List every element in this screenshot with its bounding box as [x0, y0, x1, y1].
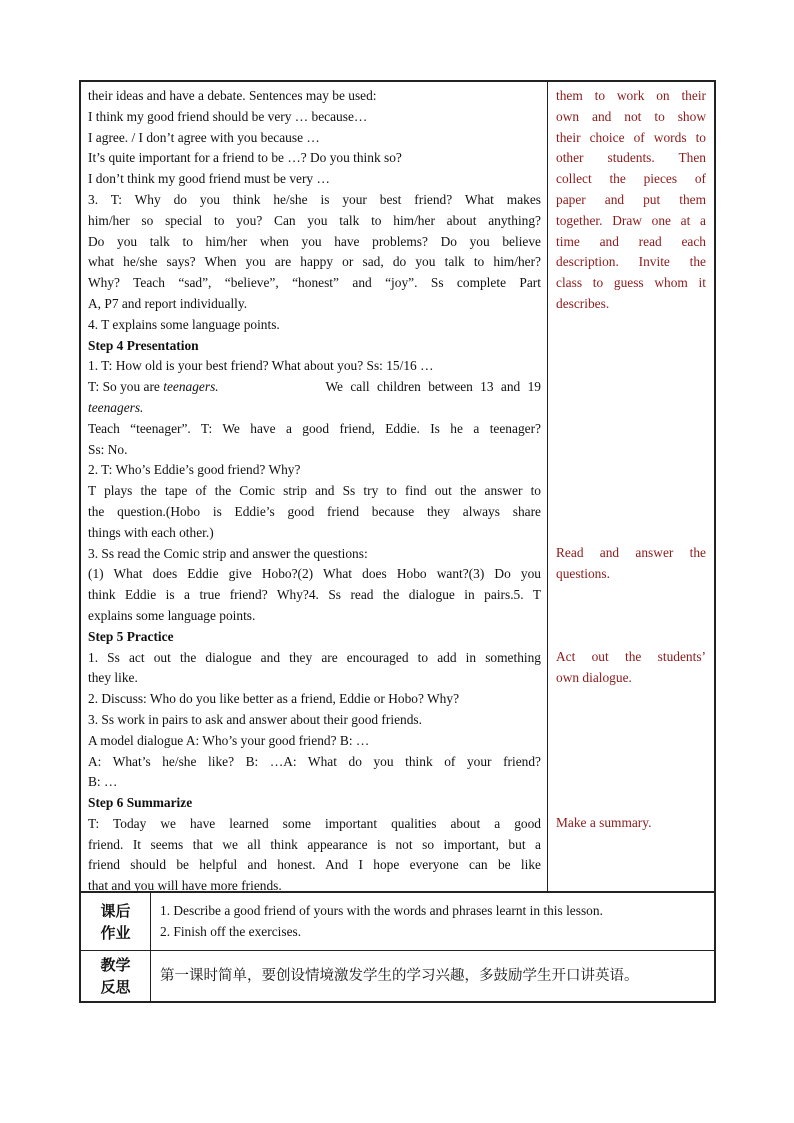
- note-line: their choice of words to: [556, 129, 706, 145]
- text-line: him/her so special to you? Can you talk to him/her about anything?: [88, 212, 541, 228]
- note-line: together. Draw one at a: [556, 212, 706, 228]
- text-line: T plays the tape of the Comic strip and Ss try to find out the answer to: [88, 483, 541, 499]
- text-line: think Eddie is a true friend? Why?4. Ss read the dialogue in pairs.5. T: [88, 587, 541, 603]
- reflection-content: [160, 951, 708, 1001]
- text-line: T: Today we have learned some important qualities about a good: [88, 815, 541, 831]
- text-line: I think my good friend should be very … because…: [88, 108, 368, 124]
- label-line: 作业: [100, 923, 131, 942]
- lesson-steps-table: [79, 80, 716, 893]
- note-line: them to work on their: [556, 88, 706, 103]
- text-line: 3. T: Why do you think he/she is your best friend? What makes: [88, 191, 541, 207]
- text-line: Ss: No.: [88, 441, 128, 457]
- note-line: time and read each: [556, 233, 706, 249]
- label-line: 反思: [100, 978, 131, 996]
- text-line: Why? Teach “sad”, “believe”, “honest” and “joy”. Ss complete Part: [88, 275, 541, 291]
- homework-line: 2. Finish off the exercises.: [160, 923, 302, 939]
- text-line: the question.(Hobo is Eddie’s good friend because they always share: [88, 503, 541, 519]
- text-line: I don’t think my good friend must be very …: [88, 171, 330, 187]
- note-line: description. Invite the: [556, 254, 706, 270]
- step-heading: Step 5 Practice: [88, 628, 174, 644]
- note-block: [556, 543, 706, 585]
- text-line: It’s quite important for a friend to be …? Do you think so?: [88, 150, 402, 166]
- homework-content: [160, 901, 708, 958]
- label-line: 教学: [100, 956, 131, 974]
- text-line: explains some language points.: [88, 607, 256, 623]
- italic-term: teenagers.: [163, 379, 219, 395]
- homework-label: [81, 893, 151, 950]
- text-line: [88, 377, 541, 398]
- note-block: [556, 647, 706, 689]
- note-line: class to guess whom it: [556, 275, 706, 291]
- note-line: collect the pieces of: [556, 171, 706, 187]
- step-heading: Step 4 Presentation: [88, 337, 199, 353]
- text-line: that and you will have more friends.: [88, 878, 282, 894]
- step-heading: Step 6 Summarize: [88, 795, 193, 811]
- text-line: 3. Ss work in pairs to ask and answer about their good friends.: [88, 711, 422, 727]
- homework-row: [79, 893, 716, 951]
- note-block: [556, 813, 706, 834]
- text-line: A, P7 and report individually.: [88, 295, 248, 311]
- note-line: paper and put them: [556, 191, 706, 207]
- reflection-text: 第一课时简单，要创设情境激发学生的学习兴趣，多鼓励学生开口讲英语。: [160, 968, 639, 984]
- note-block: [556, 86, 706, 315]
- purpose-column: [548, 82, 714, 891]
- text-fragment: T: So you are: [88, 379, 160, 395]
- reflection-label: [81, 951, 151, 1001]
- note-line: describes.: [556, 295, 610, 311]
- note-line: own and not to show: [556, 108, 706, 124]
- text-fragment: We call children between 13 and 19: [325, 379, 541, 395]
- note-line: Act out the students’: [556, 649, 706, 664]
- text-line: their ideas and have a debate. Sentences may be used:: [88, 88, 377, 103]
- text-line: Teach “teenager”. T: We have a good friend, Eddie. Is he a teenager?: [88, 420, 541, 436]
- text-line: 4. T explains some language points.: [88, 316, 280, 332]
- note-line: Make a summary.: [556, 815, 652, 830]
- text-line: 2. Discuss: Who do you like better as a friend, Eddie or Hobo? Why?: [88, 691, 460, 707]
- label-line: 课后: [100, 901, 131, 920]
- text-line: things with each other.): [88, 524, 214, 540]
- reflection-row: [79, 951, 716, 1003]
- text-line: Do you talk to him/her when you have problems? Do you believe: [88, 233, 541, 249]
- text-line: B: …: [88, 774, 118, 790]
- text-line: (1) What does Eddie give Hobo?(2) What does Hobo want?(3) Do you: [88, 566, 541, 582]
- text-line: 1. Ss act out the dialogue and they are encouraged to add in something: [88, 649, 541, 665]
- text-line: what he/she says? When you are happy or sad, do you talk to him/her?: [88, 254, 541, 270]
- teaching-procedure-column: [81, 82, 548, 894]
- note-line: questions.: [556, 565, 610, 581]
- text-line: they like.: [88, 670, 138, 686]
- note-line: other students. Then: [556, 150, 706, 166]
- text-line: 2. T: Who’s Eddie’s good friend? Why?: [88, 462, 301, 478]
- note-line: own dialogue.: [556, 669, 632, 685]
- text-line: 1. T: How old is your best friend? What about you? Ss: 15/16 …: [88, 358, 434, 374]
- note-line: Read and answer the: [556, 545, 706, 560]
- homework-line: 1. Describe a good friend of yours with the words and phrases learnt in this lesson.: [160, 903, 603, 918]
- text-line: 3. Ss read the Comic strip and answer the questions:: [88, 545, 368, 561]
- text-line: I agree. / I don’t agree with you because …: [88, 129, 320, 145]
- text-line: friend. It seems that we all think appearance is not so important, but a: [88, 836, 541, 852]
- text-line: A model dialogue A: Who’s your good friend? B: …: [88, 732, 370, 748]
- text-line: friend should be helpful and honest. And I hope everyone can be like: [88, 857, 541, 873]
- text-line: A: What’s he/she like? B: …A: What do you think of your friend?: [88, 753, 541, 769]
- italic-term: teenagers.: [88, 399, 144, 415]
